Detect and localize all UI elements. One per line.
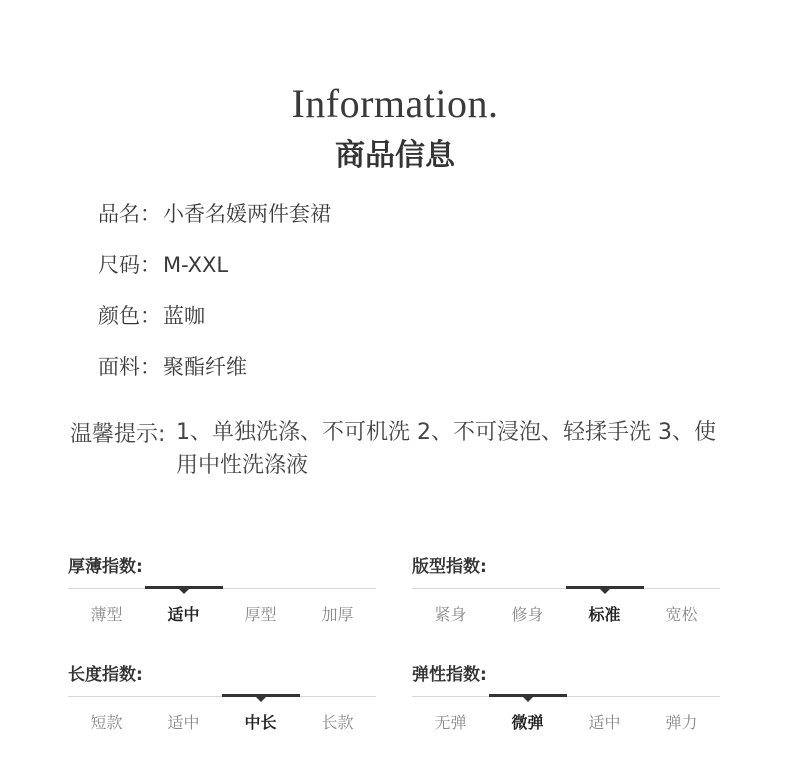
info-value: M-XXL (163, 253, 229, 277)
info-row-size (98, 249, 228, 279)
index-title: 长度指数: (68, 665, 143, 685)
index-option: 标准 (588, 605, 621, 624)
marker-triangle-icon (523, 697, 533, 702)
info-value: 小香名媛两件套裙 (163, 202, 331, 226)
index-marker (222, 694, 300, 697)
info-label: 尺码： (98, 253, 161, 277)
info-value: 聚酯纤维 (163, 355, 247, 379)
index-option: 中长 (244, 713, 277, 732)
index-option: 宽松 (665, 605, 698, 624)
index-option: 适中 (167, 713, 200, 732)
tips-label: 温馨提示: (70, 422, 166, 447)
index-option: 长款 (321, 713, 354, 732)
index-title: 版型指数: (412, 557, 487, 577)
info-row-color (98, 300, 205, 330)
index-marker (489, 694, 567, 697)
info-value: 蓝咖 (163, 304, 205, 328)
info-label: 颜色： (98, 304, 161, 328)
title-en: Information. (291, 81, 499, 126)
page-title: 商品信息 (335, 138, 455, 173)
index-marker (566, 586, 644, 589)
index-option: 短款 (90, 713, 123, 732)
marker-triangle-icon (179, 589, 189, 594)
index-options (68, 710, 376, 733)
marker-triangle-icon (256, 697, 266, 702)
index-options (412, 710, 720, 733)
index-option: 弹力 (665, 713, 698, 732)
info-label: 品名： (98, 202, 161, 226)
index-title: 厚薄指数: (68, 557, 143, 577)
index-options (412, 602, 720, 625)
index-option: 薄型 (90, 605, 123, 624)
index-option: 修身 (511, 605, 544, 624)
info-label: 面料： (98, 355, 161, 379)
index-option: 厚型 (244, 605, 277, 624)
marker-triangle-icon (600, 589, 610, 594)
info-row-fabric (98, 351, 247, 381)
info-row-name (98, 198, 331, 228)
index-option: 适中 (588, 713, 621, 732)
index-title: 弹性指数: (412, 665, 487, 685)
index-option: 无弹 (434, 713, 467, 732)
index-option: 微弹 (511, 713, 544, 732)
index-options (68, 602, 376, 625)
index-option: 适中 (167, 605, 200, 624)
index-marker (145, 586, 223, 589)
index-option: 加厚 (321, 605, 354, 624)
index-option: 紧身 (434, 605, 467, 624)
tips-text: 1、单独洗涤、不可机洗 2、不可浸泡、轻揉手洗 3、使用中性洗涤液 (176, 420, 716, 478)
